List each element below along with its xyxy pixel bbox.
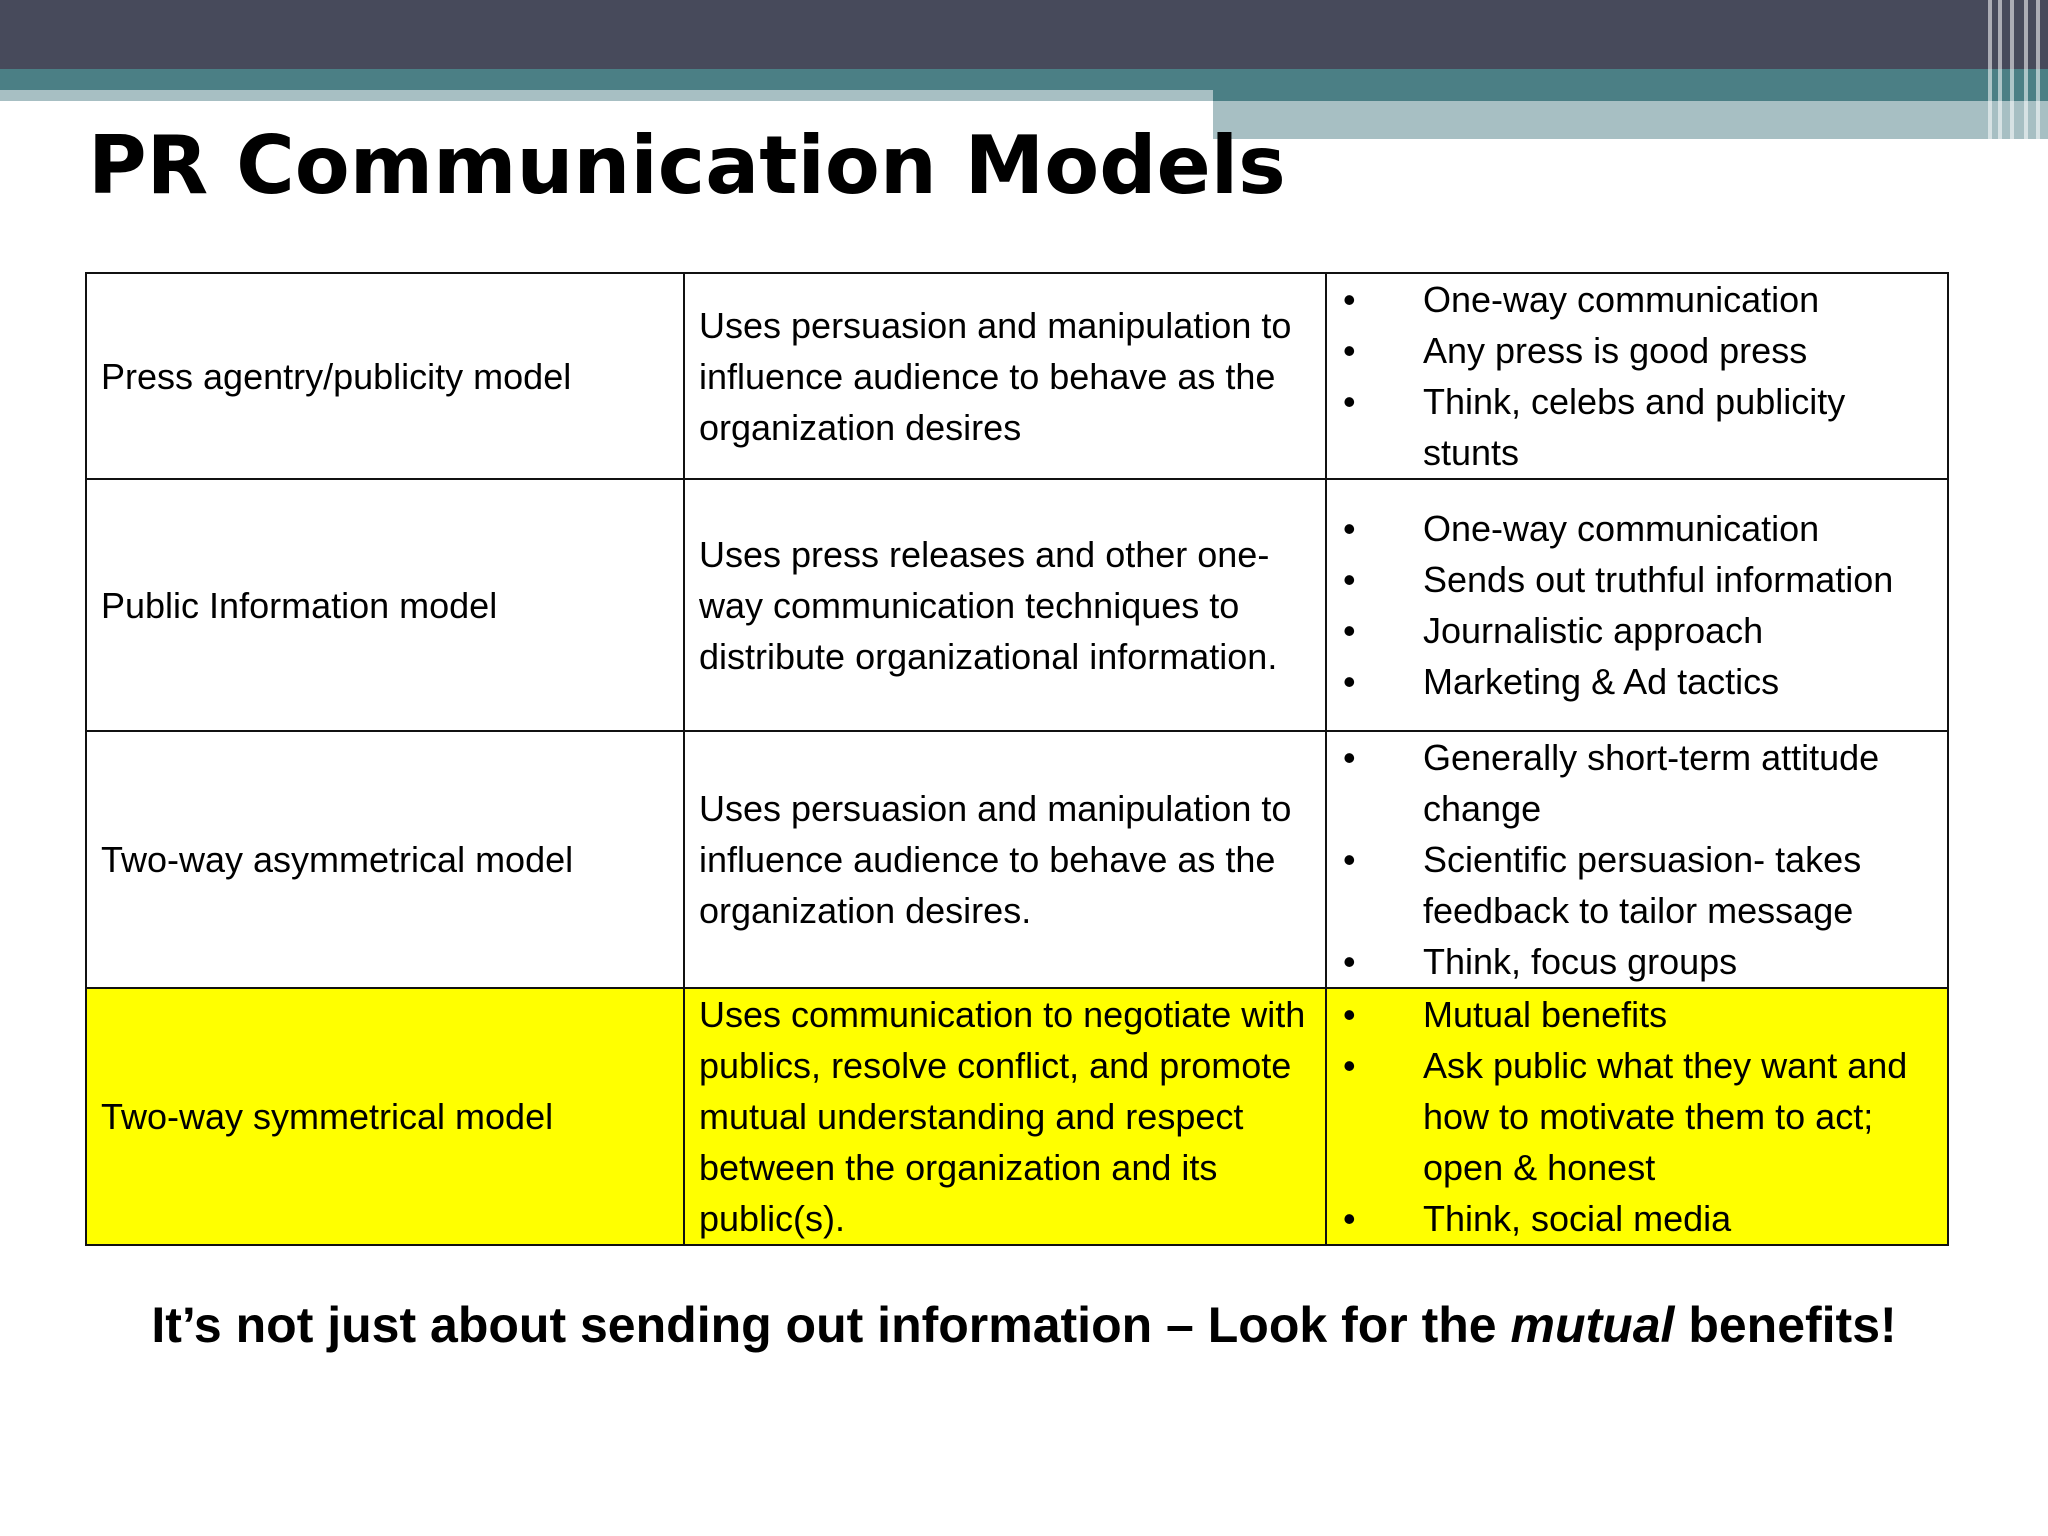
header-band-dark <box>0 0 2048 69</box>
model-description: Uses communication to negotiate with publics, resolve conflict, and promote mutual understanding and respect between the organization and its public(s). <box>684 988 1326 1245</box>
tagline <box>0 1290 2048 1360</box>
models-table <box>85 272 1949 1246</box>
header-band-light <box>0 90 1213 101</box>
header-stripe <box>2036 0 2040 139</box>
header-stripe <box>2024 0 2028 139</box>
model-name: Press agentry/publicity model <box>86 273 684 479</box>
bullet-item: • Any press is good press <box>1341 325 1933 376</box>
tagline-emphasis: mutual <box>1510 1297 1675 1353</box>
bullet-list <box>1341 274 1933 478</box>
tagline-text: It’s not just about sending out information – Look for the <box>151 1297 1511 1353</box>
model-points <box>1326 731 1948 988</box>
model-description: Uses press releases and other one-way communication techniques to distribute organizational information. <box>684 479 1326 731</box>
model-points <box>1326 479 1948 731</box>
table-row <box>86 273 1948 479</box>
bullet-list <box>1341 989 1933 1244</box>
header-stripe <box>1998 0 2002 139</box>
bullet-item: • Scientific persuasion- takes feedback to tailor message <box>1341 834 1933 936</box>
slide-title: PR Communication Models <box>88 119 1286 212</box>
table-row <box>86 731 1948 988</box>
bullet-item: • Ask public what they want and how to motivate them to act; open & honest <box>1341 1040 1933 1193</box>
header-stripe <box>1988 0 1992 139</box>
header-band-light-right <box>1213 101 2048 139</box>
bullet-item: • Generally short-term attitude change <box>1341 732 1933 834</box>
table-row-highlighted <box>86 988 1948 1245</box>
model-name: Two-way symmetrical model <box>86 988 684 1245</box>
bullet-item: • Journalistic approach <box>1341 605 1933 656</box>
header-stripe <box>2010 0 2014 139</box>
bullet-item: • Think, celebs and publicity stunts <box>1341 376 1933 478</box>
bullet-item: • One-way communication <box>1341 503 1933 554</box>
tagline-text-end: benefits! <box>1674 1297 1897 1353</box>
model-name: Two-way asymmetrical model <box>86 731 684 988</box>
bullet-item: • Marketing & Ad tactics <box>1341 656 1933 707</box>
bullet-list <box>1341 503 1933 707</box>
bullet-item: • Mutual benefits <box>1341 989 1933 1040</box>
table-row <box>86 479 1948 731</box>
bullet-item: • Think, social media <box>1341 1193 1933 1244</box>
bullet-item: • One-way communication <box>1341 274 1933 325</box>
bullet-item: • Think, focus groups <box>1341 936 1933 987</box>
bullet-list <box>1341 732 1933 987</box>
model-description: Uses persuasion and manipulation to influence audience to behave as the organization desires <box>684 273 1326 479</box>
model-name: Public Information model <box>86 479 684 731</box>
model-points <box>1326 988 1948 1245</box>
model-points <box>1326 273 1948 479</box>
model-description: Uses persuasion and manipulation to influence audience to behave as the organization desires. <box>684 731 1326 988</box>
bullet-item: • Sends out truthful information <box>1341 554 1933 605</box>
